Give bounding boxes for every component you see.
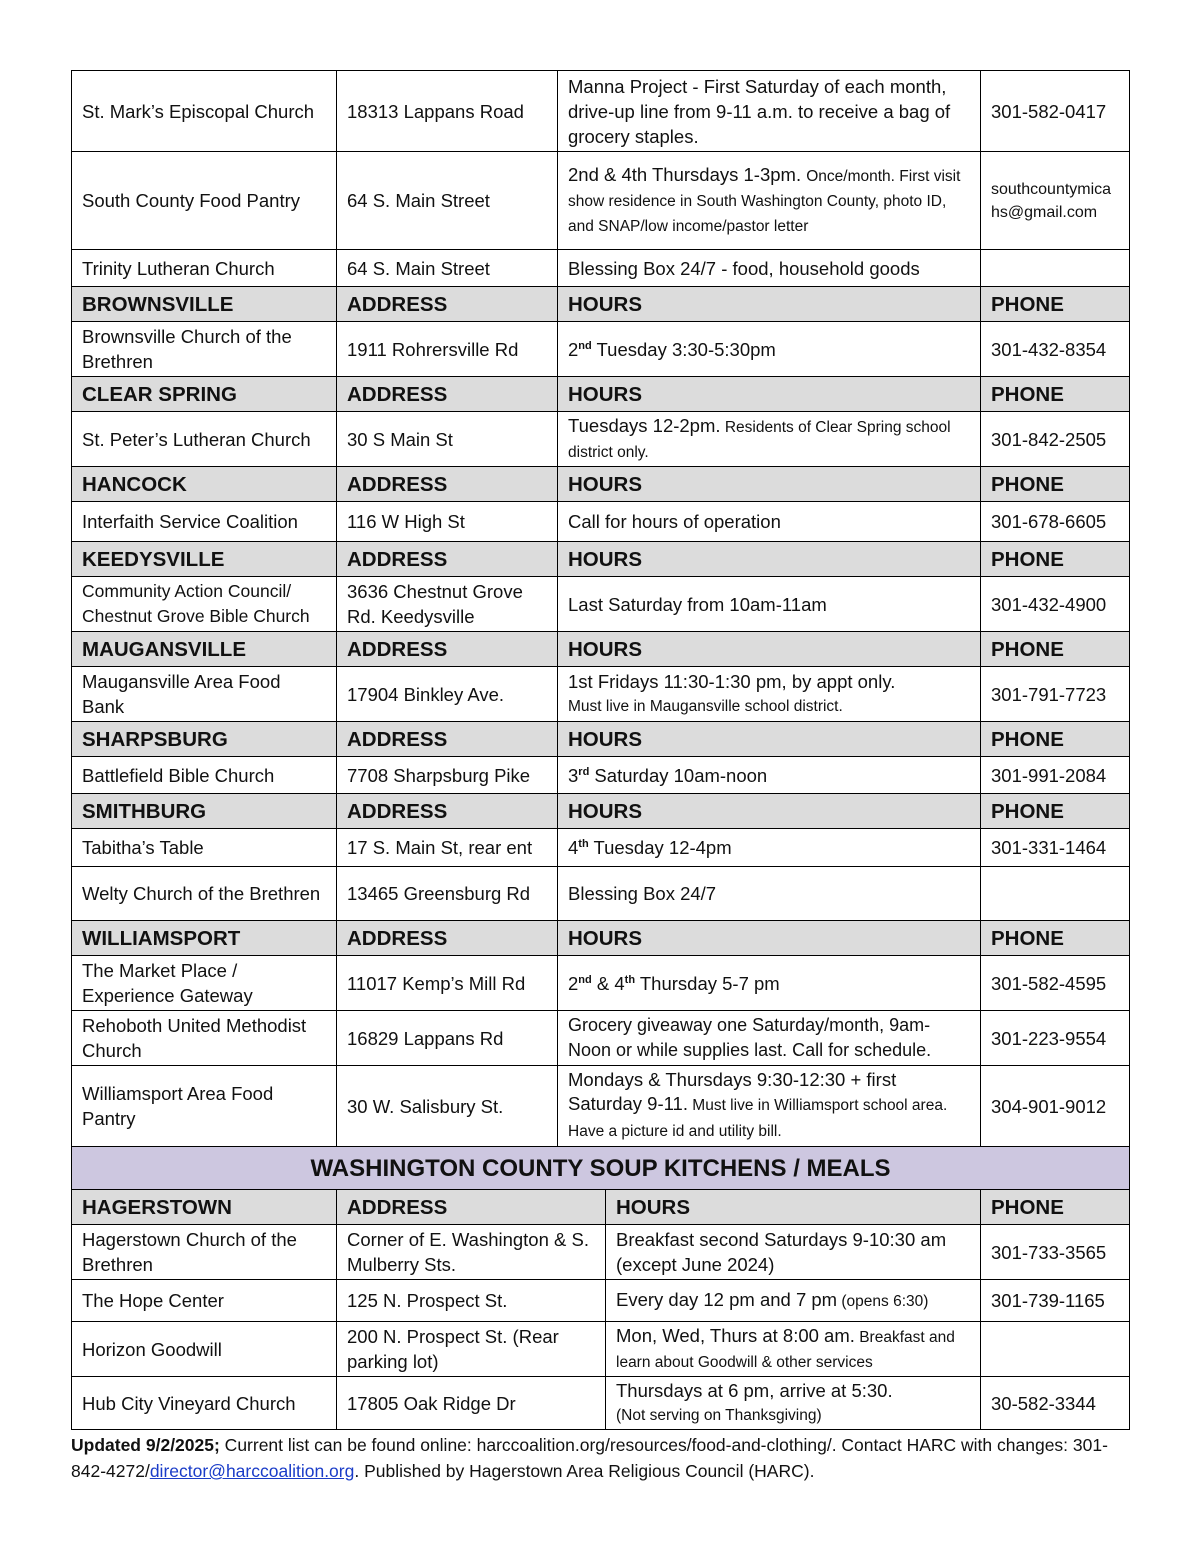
site-address: 200 N. Prospect St. (Rear parking lot)	[337, 1322, 606, 1377]
site-address: 64 S. Main Street	[337, 250, 558, 287]
footer-text-end: . Published by Hagerstown Area Religious Council (HARC).	[354, 1461, 815, 1481]
site-phone: 301-791-7723	[981, 667, 1130, 722]
hours-main: Thursdays at 6 pm, arrive at 5:30.	[616, 1380, 893, 1401]
hours-main: 1st Fridays 11:30-1:30 pm, by appt only.	[568, 671, 896, 692]
site-name: Williamsport Area Food Pantry	[72, 1066, 337, 1147]
section-header	[72, 722, 1130, 757]
site-hours	[558, 322, 981, 377]
address-header: ADDRESS	[337, 542, 558, 577]
hours-main: Tuesday 12-4pm	[588, 837, 732, 858]
site-name: South County Food Pantry	[72, 152, 337, 250]
ordinal-suffix: rd	[578, 765, 590, 778]
site-phone: 301-991-2084	[981, 757, 1130, 794]
ordinal-suffix: nd	[578, 973, 592, 986]
site-address: 11017 Kemp’s Mill Rd	[337, 956, 558, 1011]
table-row	[72, 1011, 1130, 1066]
phone-header: PHONE	[981, 722, 1130, 757]
hours-note: Breakfast and learn about Goodwill & other services	[616, 1329, 955, 1371]
site-phone: 301-739-1165	[981, 1280, 1130, 1322]
site-hours: Blessing Box 24/7 - food, household goods	[558, 250, 981, 287]
site-address: 7708 Sharpsburg Pike	[337, 757, 558, 794]
hours-header: HOURS	[558, 921, 981, 956]
table-row	[72, 322, 1130, 377]
site-address: 30 W. Salisbury St.	[337, 1066, 558, 1147]
site-address: 125 N. Prospect St.	[337, 1280, 606, 1322]
site-name: Tabitha’s Table	[72, 829, 337, 867]
hours-note: Residents of Clear Spring school district only.	[568, 419, 951, 461]
table-row	[72, 1377, 1130, 1430]
hours-header: HOURS	[558, 377, 981, 412]
hours-mid: & 4	[591, 972, 625, 994]
table-row	[72, 667, 1130, 722]
hours-note: (Not serving on Thanksgiving)	[616, 1407, 822, 1424]
table-row	[72, 956, 1130, 1011]
hours-header: HOURS	[558, 794, 981, 829]
footer-text: Current list can be found online: harccoalition.org/resources/food-and-clothing/. Contact HARC with changes: 301-842-4272/	[71, 1435, 1108, 1481]
site-name: Horizon Goodwill	[72, 1322, 337, 1377]
updated-date: Updated 9/2/2025;	[71, 1435, 220, 1455]
ordinal-number: 2	[568, 338, 579, 360]
hours-note: Once/month. First visit show residence in South Washington County, photo ID, and SNAP/low income/pastor letter	[568, 168, 961, 235]
soup-banner-title: WASHINGTON COUNTY SOUP KITCHENS / MEALS	[72, 1147, 1130, 1190]
site-address: 30 S Main St	[337, 412, 558, 467]
site-hours: Grocery giveaway one Saturday/month, 9am-Noon or while supplies last. Call for schedule.	[558, 1011, 981, 1066]
table-row	[72, 502, 1130, 542]
table-row	[72, 250, 1130, 287]
hours-header: HOURS	[606, 1190, 981, 1225]
site-hours	[558, 1066, 981, 1147]
hours-header: HOURS	[558, 722, 981, 757]
site-address: 18313 Lappans Road	[337, 71, 558, 152]
ordinal-number: 3	[568, 764, 579, 786]
site-phone: 301-582-4595	[981, 956, 1130, 1011]
table-row	[72, 1280, 1130, 1322]
ordinal-number: 4	[568, 837, 579, 858]
site-name: Interfaith Service Coalition	[72, 502, 337, 542]
section-header	[72, 377, 1130, 412]
hours-main: Mondays & Thursdays 9:30-12:30 + first Saturday 9-11.	[568, 1069, 897, 1114]
site-phone: 301-432-4900	[981, 577, 1130, 632]
hours-note: Must live in Williamsport school area. Have a picture id and utility bill.	[568, 1097, 948, 1140]
address-header: ADDRESS	[337, 1190, 606, 1225]
site-hours: Blessing Box 24/7	[558, 867, 981, 921]
site-name: Rehoboth United Methodist Church	[72, 1011, 337, 1066]
site-hours: Breakfast second Saturdays 9-10:30 am (except June 2024)	[606, 1225, 981, 1280]
phone-header: PHONE	[981, 467, 1130, 502]
town-name: CLEAR SPRING	[72, 377, 337, 412]
soup-kitchen-table	[71, 1146, 1130, 1430]
section-header	[72, 467, 1130, 502]
table-row	[72, 867, 1130, 921]
table-row	[72, 412, 1130, 467]
address-header: ADDRESS	[337, 377, 558, 412]
hours-main: Tuesdays 12-2pm.	[568, 415, 721, 436]
hours-header: HOURS	[558, 467, 981, 502]
site-address: 64 S. Main Street	[337, 152, 558, 250]
site-phone: 301-331-1464	[981, 829, 1130, 867]
hours-header: HOURS	[558, 542, 981, 577]
site-name: Trinity Lutheran Church	[72, 250, 337, 287]
table-row	[72, 1322, 1130, 1377]
footer-note	[71, 1432, 1141, 1484]
site-hours	[558, 956, 981, 1011]
site-phone	[981, 250, 1130, 287]
table-row	[72, 1066, 1130, 1147]
site-name: The Hope Center	[72, 1280, 337, 1322]
address-header: ADDRESS	[337, 287, 558, 322]
site-address: 116 W High St	[337, 502, 558, 542]
site-address: Corner of E. Washington & S. Mulberry Sts.	[337, 1225, 606, 1280]
section-header	[72, 794, 1130, 829]
section-header	[72, 1190, 1130, 1225]
site-name: Battlefield Bible Church	[72, 757, 337, 794]
table-row	[72, 1225, 1130, 1280]
ordinal-suffix: th	[624, 973, 636, 986]
ordinal-number: 2	[568, 972, 579, 994]
site-hours	[606, 1280, 981, 1322]
site-phone: 301-842-2505	[981, 412, 1130, 467]
town-name: HANCOCK	[72, 467, 337, 502]
site-hours	[558, 757, 981, 794]
site-phone: 304-901-9012	[981, 1066, 1130, 1147]
phone-header: PHONE	[981, 1190, 1130, 1225]
phone-header: PHONE	[981, 287, 1130, 322]
address-header: ADDRESS	[337, 632, 558, 667]
hours-main: Thursday 5-7 pm	[635, 972, 780, 994]
section-header	[72, 921, 1130, 956]
section-header	[72, 287, 1130, 322]
site-phone: 301-678-6605	[981, 502, 1130, 542]
ordinal-suffix: nd	[578, 339, 592, 352]
pantry-table	[71, 70, 1130, 1147]
site-name: St. Peter’s Lutheran Church	[72, 412, 337, 467]
hours-note: (opens 6:30)	[837, 1293, 929, 1310]
hours-main: Saturday 10am-noon	[589, 764, 768, 786]
hours-main: Tuesday 3:30-5:30pm	[591, 338, 776, 360]
site-hours	[558, 667, 981, 722]
site-hours	[606, 1322, 981, 1377]
site-phone: 30-582-3344	[981, 1377, 1130, 1430]
site-name: Community Action Council/ Chestnut Grove Bible Church	[72, 577, 337, 632]
site-phone: 301-432-8354	[981, 322, 1130, 377]
phone-header: PHONE	[981, 542, 1130, 577]
site-address: 17805 Oak Ridge Dr	[337, 1377, 606, 1430]
hours-main: Mon, Wed, Thurs at 8:00 am.	[616, 1325, 855, 1346]
site-address: 17 S. Main St, rear ent	[337, 829, 558, 867]
site-name: The Market Place / Experience Gateway	[72, 956, 337, 1011]
address-header: ADDRESS	[337, 467, 558, 502]
soup-banner	[72, 1147, 1130, 1190]
site-name: St. Mark’s Episcopal Church	[72, 71, 337, 152]
site-address: 17904 Binkley Ave.	[337, 667, 558, 722]
hours-main: 2nd & 4th Thursdays 1-3pm.	[568, 164, 802, 185]
site-hours: Call for hours of operation	[558, 502, 981, 542]
town-name: BROWNSVILLE	[72, 287, 337, 322]
phone-header: PHONE	[981, 921, 1130, 956]
site-name: Maugansville Area Food Bank	[72, 667, 337, 722]
table-row	[72, 757, 1130, 794]
town-name: WILLIAMSPORT	[72, 921, 337, 956]
site-hours	[558, 412, 981, 467]
site-email: southcountymicahs@gmail.com	[981, 152, 1130, 250]
town-name: SMITHBURG	[72, 794, 337, 829]
site-hours	[558, 829, 981, 867]
site-hours: Last Saturday from 10am-11am	[558, 577, 981, 632]
food-resource-page	[71, 70, 1129, 1430]
town-name: KEEDYSVILLE	[72, 542, 337, 577]
site-phone: 301-582-0417	[981, 71, 1130, 152]
section-header	[72, 632, 1130, 667]
hours-header: HOURS	[558, 632, 981, 667]
town-name: HAGERSTOWN	[72, 1190, 337, 1225]
site-address: 1911 Rohrersville Rd	[337, 322, 558, 377]
table-row	[72, 152, 1130, 250]
phone-header: PHONE	[981, 377, 1130, 412]
site-phone: 301-733-3565	[981, 1225, 1130, 1280]
site-phone	[981, 867, 1130, 921]
section-header	[72, 542, 1130, 577]
site-name: Welty Church of the Brethren	[72, 867, 337, 921]
town-name: MAUGANSVILLE	[72, 632, 337, 667]
email-link[interactable]: director@harccoalition.org	[149, 1461, 355, 1481]
ordinal-suffix: th	[578, 837, 589, 850]
town-name: SHARPSBURG	[72, 722, 337, 757]
site-name: Hagerstown Church of the Brethren	[72, 1225, 337, 1280]
table-row	[72, 577, 1130, 632]
address-header: ADDRESS	[337, 722, 558, 757]
phone-header: PHONE	[981, 794, 1130, 829]
site-phone	[981, 1322, 1130, 1377]
site-address: 16829 Lappans Rd	[337, 1011, 558, 1066]
site-hours	[558, 152, 981, 250]
site-hours: Manna Project - First Saturday of each month, drive-up line from 9-11 a.m. to receive a bag of grocery staples.	[558, 71, 981, 152]
site-hours	[606, 1377, 981, 1430]
site-address: 13465 Greensburg Rd	[337, 867, 558, 921]
table-row	[72, 71, 1130, 152]
hours-main: Every day 12 pm and 7 pm	[616, 1289, 838, 1310]
site-name: Hub City Vineyard Church	[72, 1377, 337, 1430]
address-header: ADDRESS	[337, 921, 558, 956]
site-phone: 301-223-9554	[981, 1011, 1130, 1066]
phone-header: PHONE	[981, 632, 1130, 667]
hours-note: Must live in Maugansville school district.	[568, 698, 843, 715]
address-header: ADDRESS	[337, 794, 558, 829]
site-address: 3636 Chestnut Grove Rd. Keedysville	[337, 577, 558, 632]
site-name: Brownsville Church of the Brethren	[72, 322, 337, 377]
table-row	[72, 829, 1130, 867]
hours-header: HOURS	[558, 287, 981, 322]
